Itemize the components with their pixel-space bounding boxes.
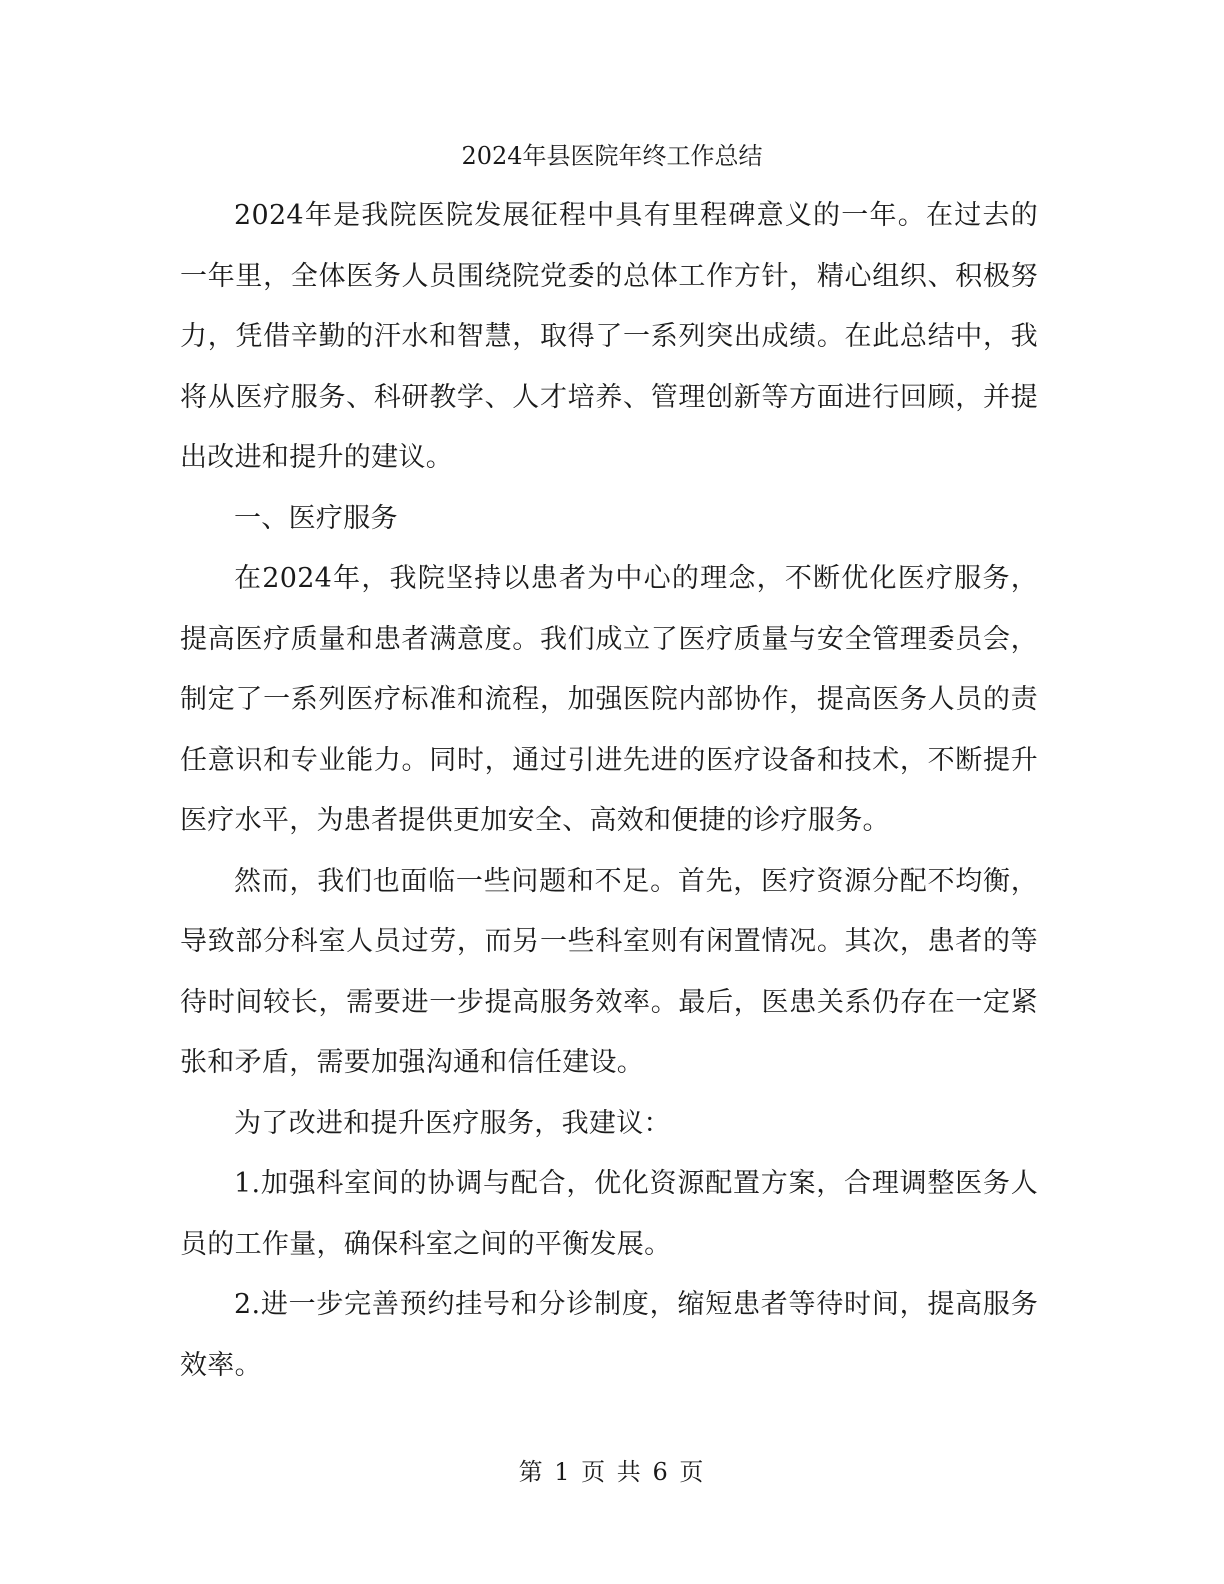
paragraph-suggestion-1: 1.加强科室间的协调与配合，优化资源配置方案，合理调整医务人员的工作量，确保科室之间的平衡发展。 [180, 1168, 1038, 1260]
paragraph-suggestion-2: 2.进一步完善预约挂号和分诊制度，缩短患者等待时间，提高服务效率。 [180, 1289, 1038, 1381]
document-title: 2024年县医院年终工作总结 [461, 142, 763, 170]
paragraph-problems: 然而，我们也面临一些问题和不足。首先，医疗资源分配不均衡，导致部分科室人员过劳，而另一些科室则有闲置情况。其次，患者的等待时间较长，需要进一步提高服务效率。最后，医患关系仍存在一定紧张和矛盾，需要加强沟通和信任建设。 [180, 865, 1038, 1078]
paragraph-intro: 2024年是我院医院发展征程中具有里程碑意义的一年。在过去的一年里，全体医务人员围绕院党委的总体工作方针，精心组织、积极努力，凭借辛勤的汗水和智慧，取得了一系列突出成绩。在此总结中，我将从医疗服务、科研教学、人才培养、管理创新等方面进行回顾，并提出改进和提升的建议。 [180, 200, 1038, 473]
paragraph-suggestion-intro: 为了改进和提升医疗服务，我建议： [234, 1107, 671, 1139]
page-number-footer: 第 1 页 共 6 页 [518, 1458, 706, 1486]
document-body [180, 186, 1038, 1396]
section-heading-medical-service: 一、医疗服务 [234, 502, 398, 534]
paragraph-medical-service: 在2024年，我院坚持以患者为中心的理念，不断优化医疗服务，提高医疗质量和患者满意度。我们成立了医疗质量与安全管理委员会，制定了一系列医疗标准和流程，加强医院内部协作，提高医务人员的责任意识和专业能力。同时，通过引进先进的医疗设备和技术，不断提升医疗水平，为患者提供更加安全、高效和便捷的诊疗服务。 [180, 563, 1038, 836]
